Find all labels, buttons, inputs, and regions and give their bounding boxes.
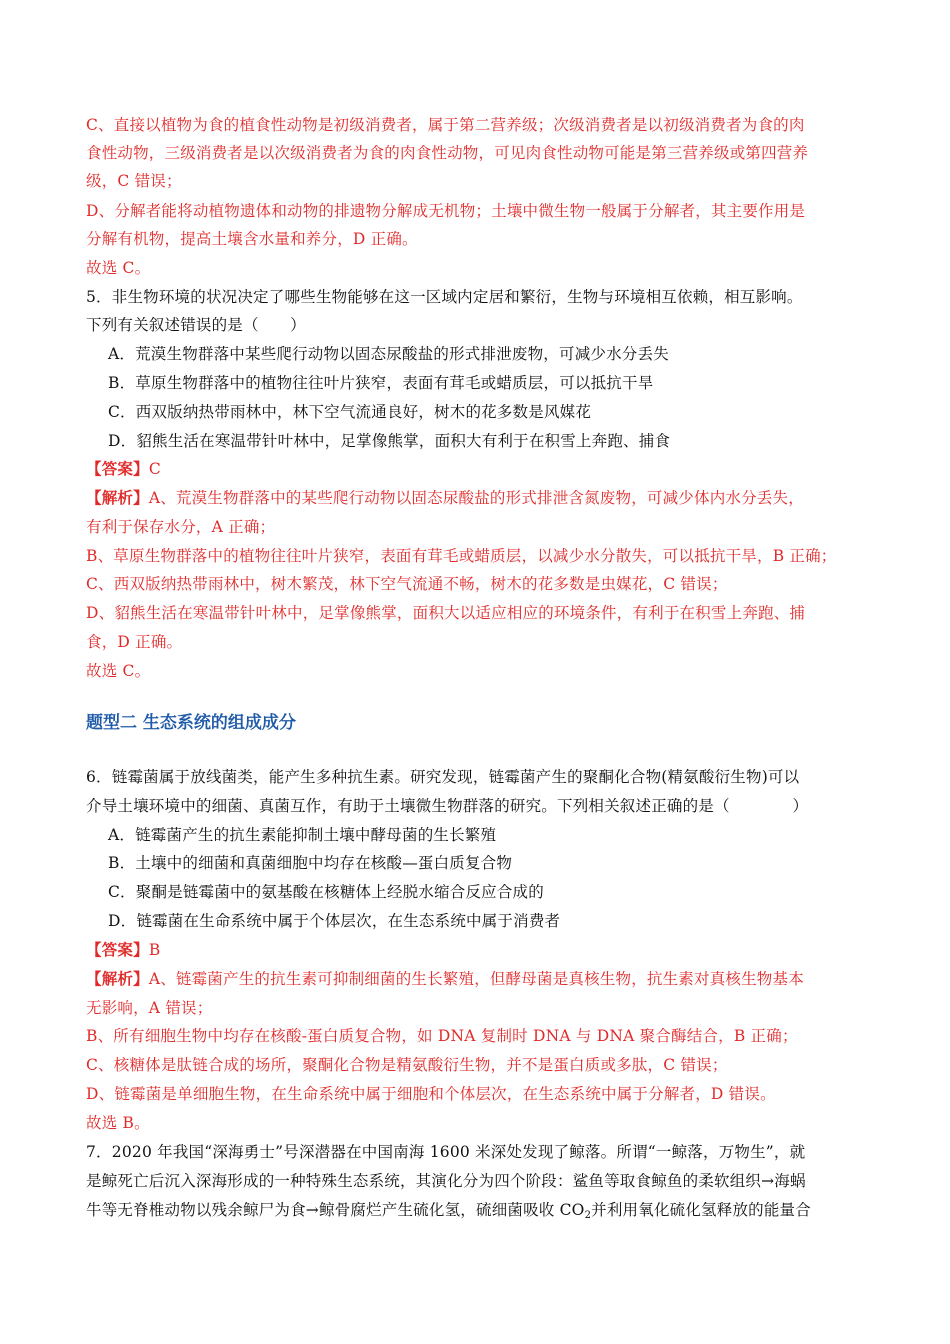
- q6-analysis-line: B、所有细胞生物中均存在核酸-蛋白质复合物，如 DNA 复制时 DNA 与 DNA 聚合酶结合，B 正确；: [86, 1027, 798, 1045]
- q5-analysis-line: [86, 487, 804, 509]
- q6-answer: [86, 939, 160, 961]
- q6-analysis-line: 无影响，A 错误；: [86, 999, 213, 1017]
- section-title: 题型二 生态系统的组成成分: [86, 713, 296, 733]
- q5-analysis-line: B、草原生物群落中的植物往往叶片狭窄，表面有茸毛或蜡质层，以减少水分散失，可以抵抗干旱，B 正确；: [86, 547, 837, 565]
- prev-analysis-line: 分解有机物，提高土壤含水量和养分，D 正确。: [86, 230, 418, 248]
- q5-analysis-line: D、貂熊生活在寒温带针叶林中，足掌像熊掌，面积大以适应相应的环境条件，有利于在积雪上奔跑、捕: [86, 604, 806, 622]
- analysis-tag: 【解析】: [86, 488, 149, 507]
- q5-conclusion: 故选 C。: [86, 662, 151, 680]
- q7-stem-line: 7．2020 年我国“深海勇士”号深潜器在中国南海 1600 米深处发现了鲸落。所谓“一鲸落，万物生”，就: [86, 1143, 806, 1161]
- prev-conclusion: 故选 C。: [86, 259, 151, 277]
- q5-option-b: B．草原生物群落中的植物往往叶片狭窄，表面有茸毛或蜡质层，可以抵抗干旱: [108, 374, 654, 392]
- q6-stem-line: 6．链霉菌属于放线菌类，能产生多种抗生素。研究发现，链霉菌产生的聚酮化合物(精氨酸衍生物)可以: [86, 768, 800, 786]
- q5-option-a: A．荒漠生物群落中某些爬行动物以固态尿酸盐的形式排泄废物，可减少水分丢失: [108, 345, 669, 363]
- q5-option-d: D．貂熊生活在寒温带针叶林中，足掌像熊掌，面积大有利于在积雪上奔跑、捕食: [108, 432, 671, 450]
- prev-analysis-line: C、直接以植物为食的植食性动物是初级消费者，属于第二营养级；次级消费者是以初级消费者为食的肉: [86, 116, 805, 134]
- q6-option-b: B．土壤中的细菌和真菌细胞中均存在核酸—蛋白质复合物: [108, 854, 513, 872]
- q5-analysis-line: 食，D 正确。: [86, 633, 183, 651]
- answer-tag: 【答案】: [86, 940, 149, 959]
- analysis-tag: 【解析】: [86, 969, 149, 988]
- q6-analysis-line: D、链霉菌是单细胞生物，在生命系统中属于细胞和个体层次，在生态系统中属于分解者，D 错误。: [86, 1085, 776, 1103]
- q7-stem-text: 牛等无脊椎动物以残余鲸尸为食→鲸骨腐烂产生硫化氢，硫细菌吸收 CO: [86, 1201, 585, 1219]
- q5-answer: [86, 458, 161, 480]
- answer-tag: 【答案】: [86, 459, 149, 478]
- q7-stem-line: [86, 1199, 811, 1221]
- q5-analysis-line: C、西双版纳热带雨林中，树木繁茂，林下空气流通不畅，树木的花多数是虫媒花，C 错误；: [86, 575, 728, 593]
- prev-analysis-line: D、分解者能将动植物遗体和动物的排遗物分解成无机物；土壤中微生物一般属于分解者，其主要作用是: [86, 202, 806, 220]
- q6-option-d: D．链霉菌在生命系统中属于个体层次，在生态系统中属于消费者: [108, 912, 561, 930]
- answer-value: B: [148, 941, 161, 959]
- q6-option-a: A．链霉菌产生的抗生素能抑制土壤中酵母菌的生长繁殖: [108, 826, 497, 844]
- q7-stem-tail: 并利用氧化硫化氢释放的能量合: [591, 1201, 811, 1219]
- q5-stem-line: 下列有关叙述错误的是（ ）: [86, 316, 306, 334]
- q7-stem-line: 是鲸死亡后沉入深海形成的一种特殊生态系统，其演化分为四个阶段：鲨鱼等取食鲸鱼的柔软组织→海蜗: [86, 1172, 806, 1190]
- q5-stem-line: 5．非生物环境的状况决定了哪些生物能够在这一区域内定居和繁衍，生物与环境相互依赖，相互影响。: [86, 288, 803, 306]
- q6-stem-line: 介导土壤环境中的细菌、真菌互作，有助于土壤微生物群落的研究。下列相关叙述正确的是（ ）: [86, 797, 809, 815]
- q6-analysis-line: [86, 968, 804, 990]
- q6-conclusion: 故选 B。: [86, 1114, 150, 1132]
- q6-analysis-line: C、核糖体是肽链合成的场所，聚酮化合物是精氨酸衍生物，并不是蛋白质或多肽，C 错误；: [86, 1056, 728, 1074]
- co2-subscript: 2: [584, 1210, 592, 1221]
- prev-analysis-line: 食性动物，三级消费者是以次级消费者为食的肉食性动物，可见肉食性动物可能是第三营养级或第四营养: [86, 144, 809, 162]
- q6-option-c: C．聚酮是链霉菌中的氨基酸在核糖体上经脱水缩合反应合成的: [108, 883, 544, 901]
- analysis-text: A、链霉菌产生的抗生素可抑制细菌的生长繁殖，但酵母菌是真核生物，抗生素对真核生物基本: [148, 970, 804, 988]
- analysis-text: A、荒漠生物群落中的某些爬行动物以固态尿酸盐的形式排泄含氮废物，可减少体内水分丢失，: [148, 489, 804, 507]
- q5-analysis-line: 有利于保存水分，A 正确；: [86, 518, 276, 536]
- q5-option-c: C．西双版纳热带雨林中，林下空气流通良好，树木的花多数是风媒花: [108, 403, 592, 421]
- prev-analysis-line: 级，C 错误；: [86, 172, 182, 190]
- answer-value: C: [148, 460, 161, 478]
